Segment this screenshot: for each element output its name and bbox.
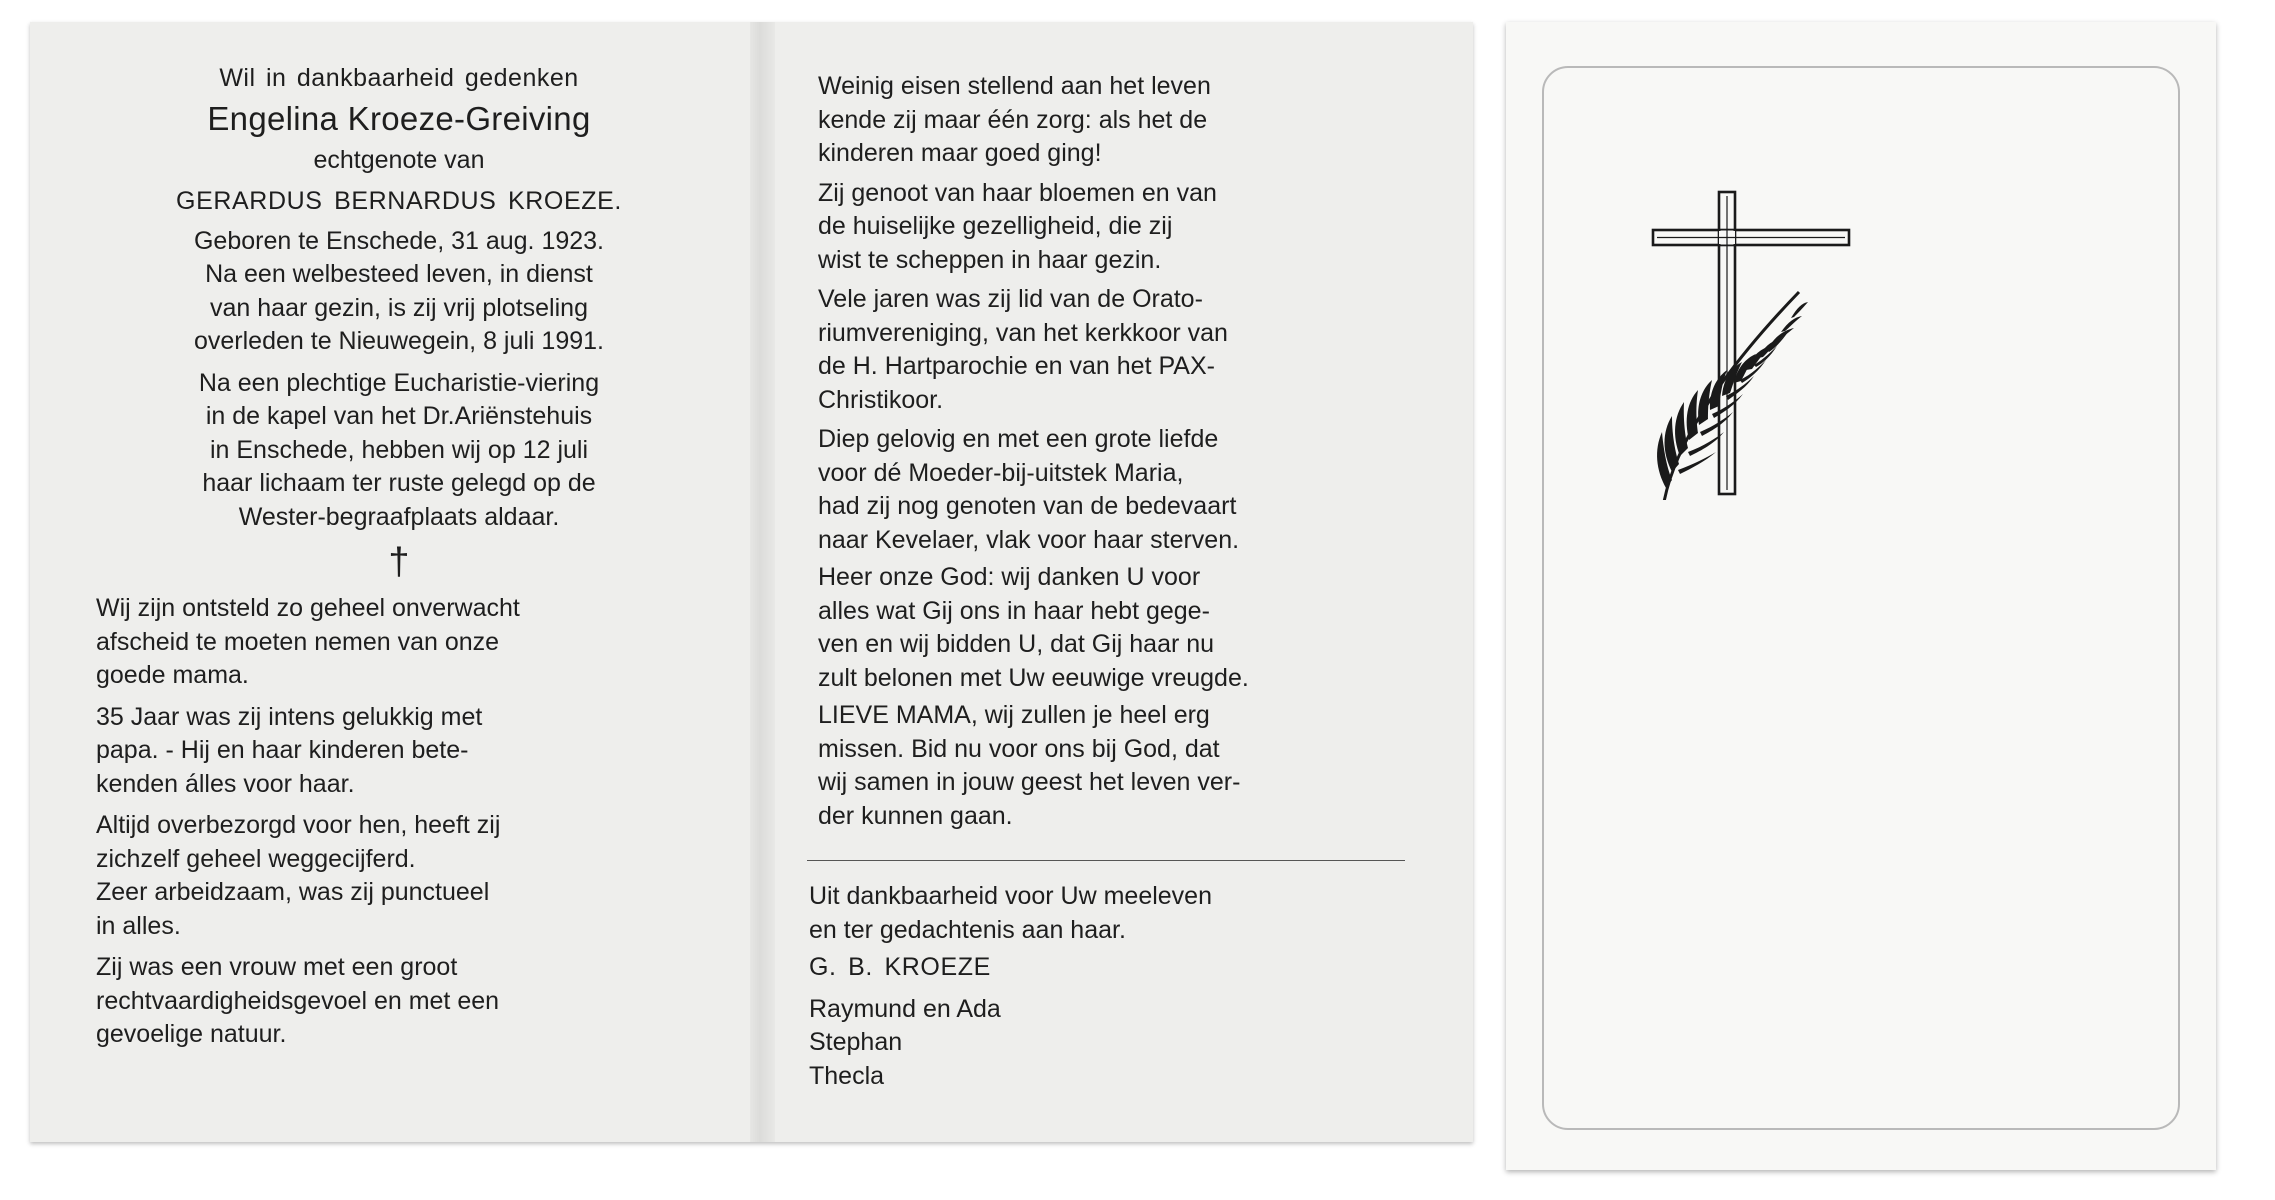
paragraph [818,423,1408,557]
cross-with-palm-branch-icon [1634,170,1854,505]
text-line: en ter gedachtenis aan haar. [809,915,1126,944]
text-line: Christikoor. [818,385,944,414]
bio-line: overleden te Nieuwegein, 8 juli 1991. [194,327,604,355]
spouse-prefix: echtgenote van [313,145,485,174]
funeral-line: in de kapel van het Dr.Ariënstehuis [205,402,593,430]
text-line: naar Kevelaer, vlak voor haar sterven. [818,525,1240,554]
spouse-name: GERARDUS BERNARDUS KROEZE. [176,187,622,215]
text-line: riumvereniging, van het kerkkoor van [818,318,1228,347]
text-line: Altijd overbezorgd voor hen, heeft zij [96,811,501,839]
text-line: goede mama. [96,661,249,689]
text-line: zichzelf geheel weggecijferd. [96,844,416,873]
text-line: missen. Bid nu voor ons bij God, dat [818,734,1220,763]
cross-icon: † [388,541,410,583]
text-line: Stephan [809,1028,903,1056]
memorial-card-cover [1506,22,2216,1170]
text-line: Thecla [809,1061,885,1090]
card-fold [750,22,775,1142]
paragraph [818,561,1408,695]
bio-line: Geboren te Enschede, 31 aug. 1923. [193,226,605,255]
funeral-line: Wester-begraafplaats aldaar. [238,502,560,531]
text-line: kende zij maar één zorg: als het de [818,105,1208,134]
text-line: kinderen maar goed ging! [818,139,1102,167]
text-line: Diep gelovig en met een grote liefde [818,425,1219,453]
paragraph [818,699,1408,833]
children-names [809,993,1399,1094]
paragraph [96,809,698,943]
text-line: Weinig eisen stellend aan het leven [818,72,1211,100]
text-line: afscheid te moeten nemen van onze [96,627,500,656]
text-line: Vele jaren was zij lid van de Orato- [818,285,1203,313]
left-panel [30,22,750,1142]
text-line: rechtvaardigheidsgevoel en met een [96,986,500,1015]
text-line: in alles. [96,911,181,940]
text-line: der kunnen gaan. [818,801,1013,830]
text-line: voor dé Moeder-bij-uitstek Maria, [818,458,1184,487]
text-line: 35 Jaar was zij intens gelukkig met [96,702,483,731]
text-line: Zij was een vrouw met een groot [96,953,458,981]
text-line: zult belonen met Uw eeuwige vreugde. [818,663,1249,692]
right-panel [775,22,1473,1142]
text-line: gevoelige natuur. [96,1020,287,1048]
funeral-block [100,367,698,535]
thanks-text [809,880,1399,947]
paragraph [818,70,1408,171]
left-column [96,62,698,1056]
text-line: Zeer arbeidzaam, was zij punctueel [96,878,490,906]
text-line: Heer onze God: wij danken U voor [818,563,1201,591]
funeral-line: in Enschede, hebben wij op 12 juli [209,435,589,464]
bio-line: van haar gezin, is zij vrij plotseling [210,293,588,322]
text-line: papa. - Hij en haar kinderen bete- [96,736,469,764]
paragraph [818,177,1408,278]
text-line: LIEVE MAMA, wij zullen je heel erg [818,701,1210,729]
deceased-name: Engelina Kroeze-Greiving [207,99,591,137]
text-line: wist te scheppen in haar gezin. [818,245,1162,274]
paragraph [96,592,698,693]
text-line: de huiselijke gezelligheid, die zij [818,212,1173,240]
right-column [818,70,1408,837]
bio-line: Na een welbesteed leven, in dienst [205,260,593,288]
paragraph [818,283,1408,417]
signature-block [809,880,1399,1097]
text-line: had zij nog genoten van de bedevaart [818,492,1237,520]
signer-name: G. B. KROEZE [809,953,991,981]
text-line: Wij zijn ontsteld zo geheel onverwacht [96,594,520,622]
text-line: kenden álles voor haar. [96,769,355,798]
memorial-card-inner [30,22,1473,1142]
text-line: Uit dankbaarheid voor Uw meeleven [809,882,1212,910]
funeral-line: Na een plechtige Eucharistie-viering [198,368,600,397]
divider-line [807,860,1405,861]
text-line: Raymund en Ada [809,994,1001,1023]
paragraph [96,701,698,802]
text-line: alles wat Gij ons in haar hebt gege- [818,596,1210,625]
text-line: Zij genoot van haar bloemen en van [818,178,1217,207]
intro-text: Wil in dankbaarheid gedenken [219,64,579,92]
text-line: ven en wij bidden U, dat Gij haar nu [818,630,1215,658]
funeral-line: haar lichaam ter ruste gelegd op de [202,469,596,497]
bio-block [100,225,698,359]
paragraph [96,951,698,1052]
text-line: de H. Hartparochie en van het PAX- [818,352,1215,380]
text-line: wij samen in jouw geest het leven ver- [818,768,1241,796]
